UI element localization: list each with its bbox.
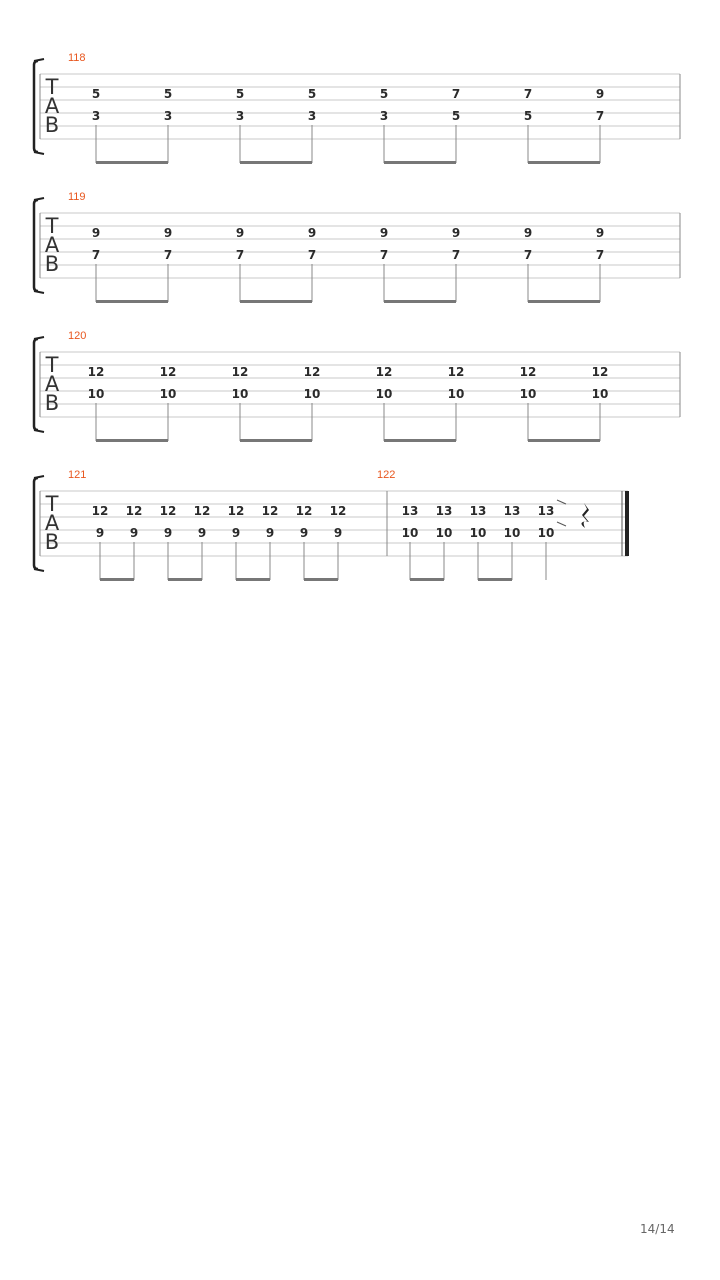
fret-number: 5 [523,109,533,123]
tab-clef-letter: B [44,391,60,415]
bracket-top-hook [34,337,44,339]
tab-clef-letter: A [44,233,60,257]
slide-out-mark [557,500,566,504]
fret-number: 5 [235,87,245,101]
fret-number: 9 [307,226,317,240]
fret-number: 12 [303,365,321,379]
fret-number: 7 [307,248,317,262]
fret-number: 12 [329,504,347,518]
fret-number: 13 [537,504,555,518]
tab-system [34,52,680,164]
fret-number: 9 [163,526,173,540]
fret-number: 3 [379,109,389,123]
tab-clef-letter: T [45,214,59,238]
final-barline-thick [625,491,629,556]
fret-number: 9 [379,226,389,240]
fret-number: 3 [235,109,245,123]
measure-number: 120 [68,330,87,342]
fret-number: 9 [91,226,101,240]
fret-number: 12 [295,504,313,518]
bracket-top-hook [34,59,44,61]
tab-system [34,469,629,581]
fret-number: 3 [163,109,173,123]
fret-number: 10 [435,526,453,540]
measure-number: 121 [68,469,87,481]
tab-clef-letter: A [44,94,60,118]
fret-number: 10 [375,387,393,401]
system-bracket [34,200,38,291]
fret-number: 12 [159,365,177,379]
fret-number: 7 [235,248,245,262]
fret-number: 10 [87,387,105,401]
bracket-bottom-hook [34,569,44,571]
fret-number: 7 [595,248,605,262]
bracket-bottom-hook [34,152,44,154]
eighth-beam [384,439,456,442]
fret-number: 12 [519,365,537,379]
fret-number: 5 [379,87,389,101]
page-number: 14/14 [640,1222,675,1236]
measure-number: 122 [377,469,396,481]
fret-number: 9 [595,226,605,240]
fret-number: 9 [299,526,309,540]
system-bracket [34,61,38,152]
fret-number: 12 [193,504,211,518]
fret-number: 13 [435,504,453,518]
fret-number: 12 [87,365,105,379]
measure-number: 118 [68,52,86,64]
tab-clef-letter: B [44,113,60,137]
fret-number: 9 [523,226,533,240]
fret-number: 13 [503,504,521,518]
fret-number: 10 [231,387,249,401]
eighth-beam [410,578,444,581]
fret-number: 12 [125,504,143,518]
eighth-beam [168,578,202,581]
eighth-beam [96,161,168,164]
eighth-beam [384,300,456,303]
fret-number: 9 [231,526,241,540]
eighth-beam [528,161,600,164]
fret-number: 5 [451,109,461,123]
fret-number: 5 [307,87,317,101]
fret-number: 9 [197,526,207,540]
eighth-beam [96,300,168,303]
eighth-beam [240,439,312,442]
eighth-beam [236,578,270,581]
fret-number: 10 [519,387,537,401]
tab-clef-letter: T [45,75,59,99]
fret-number: 12 [447,365,465,379]
fret-number: 10 [591,387,609,401]
bracket-bottom-hook [34,291,44,293]
bracket-top-hook [34,476,44,478]
fret-number: 10 [503,526,521,540]
fret-number: 10 [401,526,419,540]
tab-clef-letter: B [44,252,60,276]
fret-number: 9 [265,526,275,540]
eighth-beam [100,578,134,581]
fret-number: 9 [95,526,105,540]
fret-number: 10 [537,526,555,540]
fret-number: 7 [91,248,101,262]
tab-clef-letter: A [44,372,60,396]
fret-number: 7 [523,248,533,262]
fret-number: 10 [159,387,177,401]
eighth-beam [528,300,600,303]
fret-number: 7 [451,248,461,262]
fret-number: 12 [231,365,249,379]
tab-clef-letter: A [44,511,60,535]
quarter-rest-icon [581,503,589,528]
fret-number: 5 [163,87,173,101]
system-bracket [34,478,38,569]
fret-number: 5 [91,87,101,101]
fret-number: 9 [163,226,173,240]
eighth-beam [304,578,338,581]
fret-number: 9 [235,226,245,240]
fret-number: 13 [401,504,419,518]
eighth-beam [384,161,456,164]
fret-number: 12 [91,504,109,518]
eighth-beam [240,300,312,303]
fret-number: 9 [333,526,343,540]
fret-number: 12 [159,504,177,518]
eighth-beam [478,578,512,581]
eighth-beam [240,161,312,164]
slide-out-mark [557,522,566,526]
fret-number: 7 [523,87,533,101]
eighth-beam [96,439,168,442]
system-bracket [34,339,38,430]
bracket-top-hook [34,198,44,200]
fret-number: 9 [129,526,139,540]
fret-number: 7 [163,248,173,262]
fret-number: 7 [379,248,389,262]
measure-number: 119 [68,191,86,203]
fret-number: 10 [303,387,321,401]
fret-number: 13 [469,504,487,518]
tab-clef-letter: T [45,492,59,516]
eighth-beam [528,439,600,442]
fret-number: 3 [307,109,317,123]
tab-clef-letter: B [44,530,60,554]
fret-number: 12 [591,365,609,379]
tab-system [34,191,680,303]
fret-number: 12 [261,504,279,518]
fret-number: 7 [451,87,461,101]
fret-number: 10 [447,387,465,401]
fret-number: 10 [469,526,487,540]
fret-number: 3 [91,109,101,123]
fret-number: 9 [451,226,461,240]
fret-number: 12 [227,504,245,518]
bracket-bottom-hook [34,430,44,432]
fret-number: 12 [375,365,393,379]
tab-clef-letter: T [45,353,59,377]
tab-system [34,330,680,442]
fret-number: 9 [595,87,605,101]
fret-number: 7 [595,109,605,123]
